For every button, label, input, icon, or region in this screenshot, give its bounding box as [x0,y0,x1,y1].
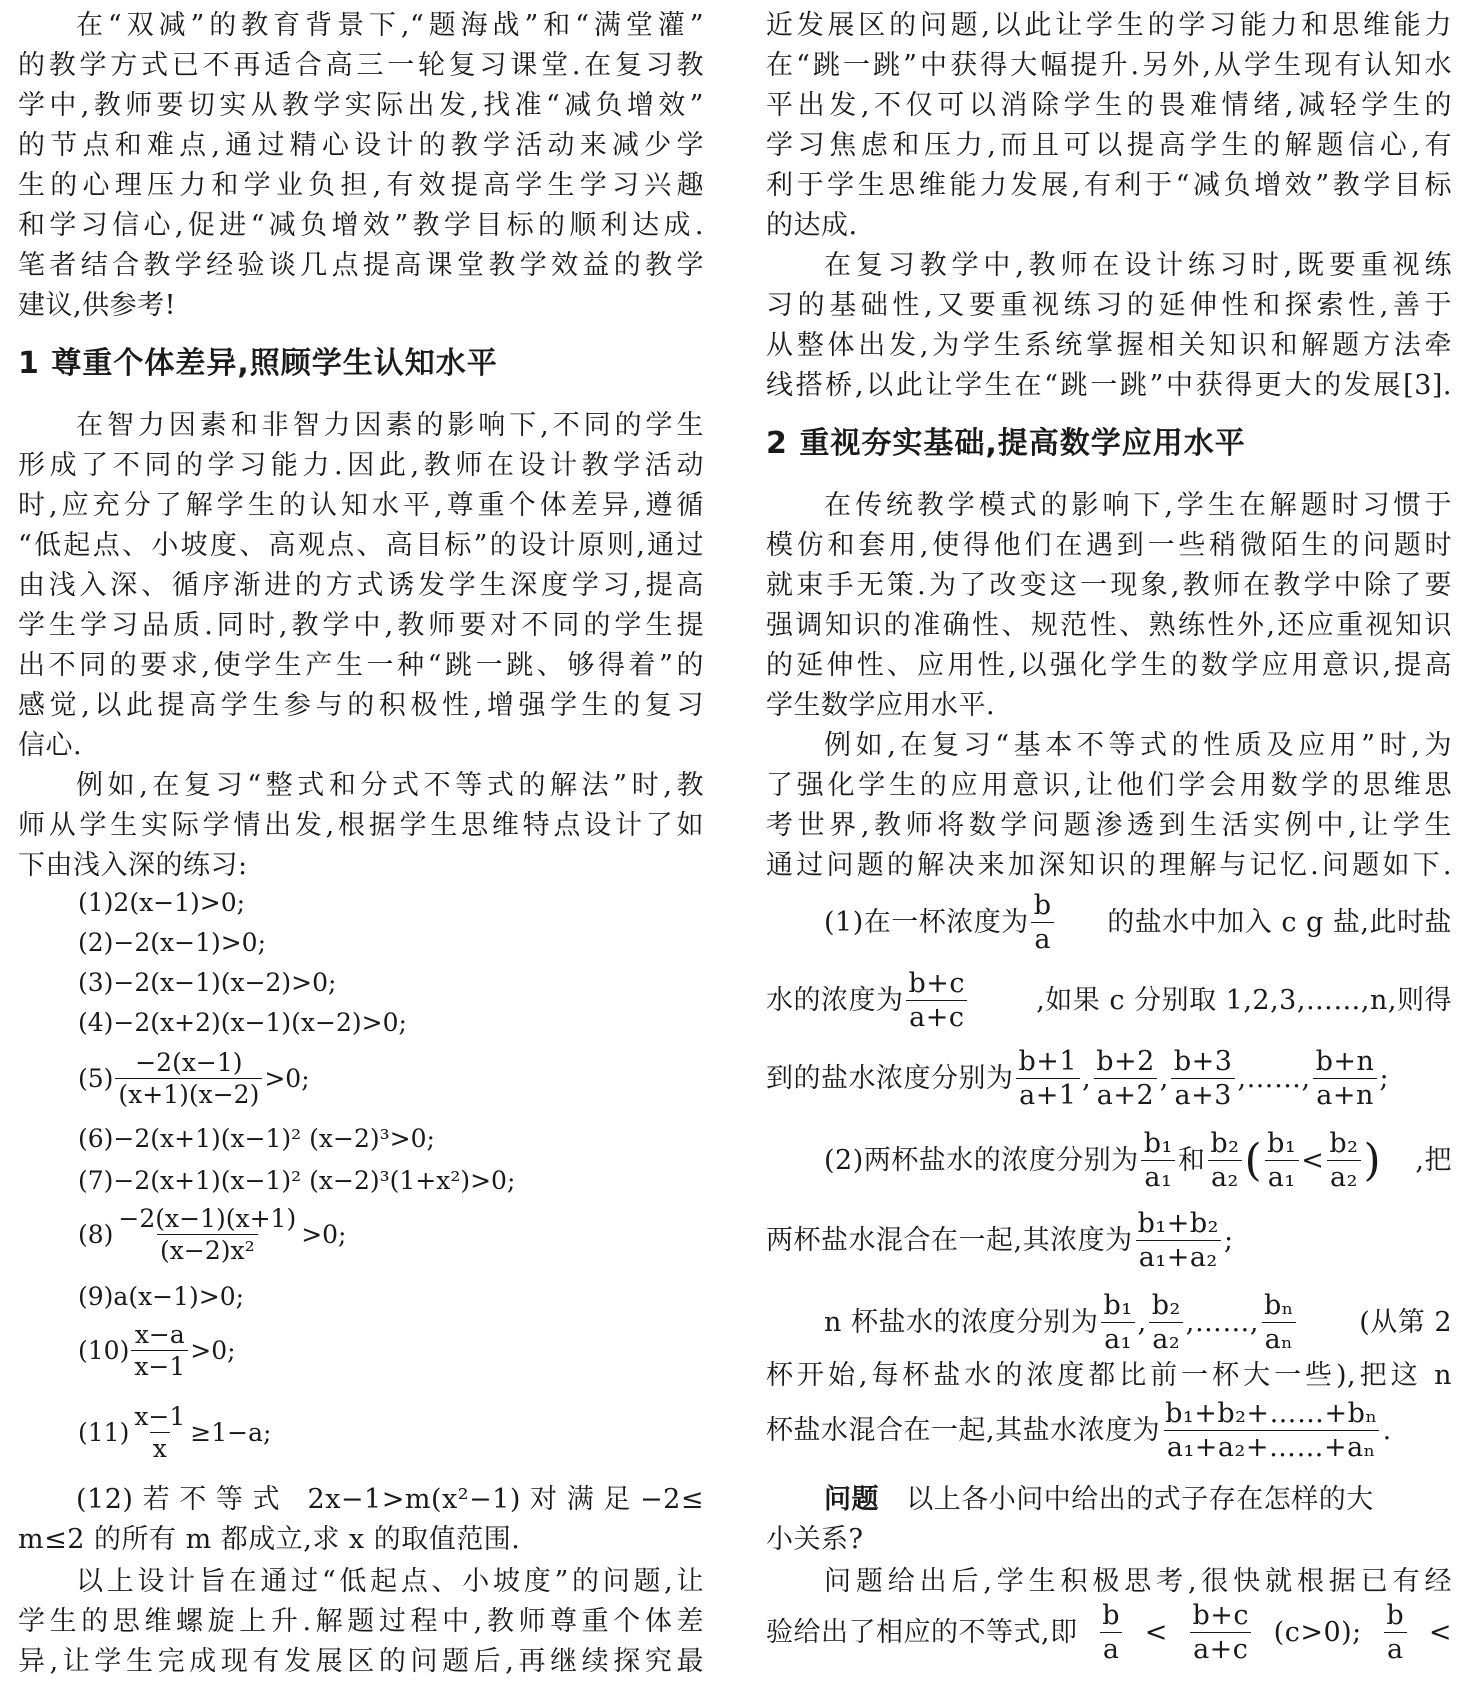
text: (c>0); [1273,1617,1362,1648]
paragraph-line: 利于学生思维能力发展,有利于“减负增效”教学目标 [766,170,1452,201]
denominator: a+1 [1016,1078,1079,1109]
salt-problem-2-line1 [824,1130,1452,1191]
exercise-7: (7)−2(x+1)(x−1)² (x−2)³(1+x²)>0; [78,1166,516,1195]
exercise-9: (9)a(x−1)>0; [78,1282,245,1311]
fraction [131,1322,188,1379]
text: . [1382,1415,1392,1446]
text: 杯盐水混合在一起,其盐水浓度为 [766,1415,1161,1446]
denominator: a+c [1190,1632,1251,1663]
text: n 杯盐水的浓度分别为 [824,1307,1099,1338]
fraction [1326,1130,1361,1191]
paragraph-line: 习的基础性,又要重视练习的延伸性和探索性,善于 [766,290,1452,321]
less-than: < [1301,1145,1325,1176]
paragraph-line: 的达成. [766,210,858,241]
paragraph-line: 学习焦虑和压力,而且可以提高学生的解题信心,有 [766,130,1452,161]
paragraph-line: 的教学方式已不再适合高三一轮复习课堂.在复习教 [18,50,704,81]
expression [824,892,1057,953]
denominator: a₂ [1327,1160,1361,1191]
fraction [115,1206,299,1263]
numerator: b+1 [1018,1046,1078,1077]
paragraph-line: 杯开始,每杯盐水的浓度都比前一杯大一些),把这 n [766,1360,1452,1391]
paren: ) [1363,1134,1382,1186]
paragraph-line: 由浅入深、循序渐进的方式诱发学生深度学习,提高 [18,570,704,601]
exercise-2: (2)−2(x−1)>0; [78,928,267,957]
numerator: b+3 [1173,1046,1233,1077]
paragraph-line: 在“双减”的教育背景下,“题海战”和“满堂灌” [76,10,704,41]
less-than: < [1144,1617,1168,1648]
paragraph-line: 小关系? [766,1524,864,1555]
paragraph-line: 了强化学生的应用意识,让他们学会用数学的思维思 [766,770,1452,801]
paragraph-line: 在传统教学模式的影响下,学生在解题时习惯于 [824,490,1452,521]
fraction [1189,1602,1252,1663]
numerator: b [1102,1600,1121,1631]
salt-problem-3-line3 [766,1400,1392,1461]
paragraph-line: 模仿和套用,使得他们在遇到一些稍微陌生的问题时 [766,530,1452,561]
denominator: a [1031,922,1054,953]
numerator: b₂ [1210,1128,1240,1159]
denominator: aₙ [1262,1322,1297,1353]
paragraph-line: 时,应充分了解学生的认知水平,尊重个体差异,遵循 [18,490,704,521]
inequality-tail: >0; [190,1336,236,1365]
fraction [1135,1210,1222,1271]
numerator: b+n [1315,1046,1375,1077]
paragraph-line: 生的心理压力和学业负担,有效提高学生学习兴趣 [18,170,704,201]
paragraph-line: “低起点、小坡度、高观点、高目标”的设计原则,通过 [18,530,704,561]
text: 的盐水中加入 c g 盐,此时盐 [1107,907,1452,938]
section-heading-1: 1 尊重个体差异,照顾学生认知水平 [18,346,498,381]
exercise-10 [78,1322,236,1379]
fraction [1383,1602,1407,1663]
denominator: a₁+a₂+……+aₙ [1164,1430,1379,1461]
paragraph-line: 学生学习品质.同时,教学中,教师要对不同的学生提 [18,610,704,641]
denominator: a₁ [1265,1160,1299,1191]
exercise-8 [78,1206,346,1263]
paragraph-line: 建议,供参考! [18,290,176,321]
numerator: x−1 [134,1402,186,1431]
paragraph-line: 的节点和难点,通过精心设计的教学活动来减少学 [18,130,704,161]
paragraph-line: 平出发,不仅可以消除学生的畏难情绪,减轻学生的 [766,90,1452,121]
denominator: a [1384,1632,1407,1663]
text: 和 [1177,1145,1206,1176]
exercise-6: (6)−2(x+1)(x−1)² (x−2)³>0; [78,1124,435,1153]
salt-problem-3-line1 [824,1292,1452,1353]
denominator: a+n [1313,1078,1377,1109]
text: (1)在一杯浓度为 [824,907,1029,938]
exercise-3: (3)−2(x−1)(x−2)>0; [78,968,337,997]
exercise-number: (11) [78,1418,130,1447]
fraction [1207,1130,1242,1191]
question-label: 问题 [824,1484,879,1515]
denominator: a+2 [1094,1078,1157,1109]
fraction [1099,1602,1123,1663]
question-line [824,1480,1452,1520]
expression [824,1130,1381,1191]
fraction [1100,1292,1135,1353]
exercise-1: (1)2(x−1)>0; [78,888,246,917]
text: 水的浓度为 [766,985,904,1016]
fraction [115,1050,262,1107]
text: 到的盐水浓度分别为 [766,1063,1014,1094]
paragraph-line: 考世界,教师将数学问题渗透到生活实例中,让学生 [766,810,1452,841]
salt-problem-1-line3 [766,1048,1389,1109]
paragraph-line: 形成了不同的学习能力.因此,教师在设计教学活动 [18,450,704,481]
exercise-number: (10) [78,1336,130,1365]
fraction [906,970,969,1031]
paragraph-line: 的延伸性、应用性,以强化学生的数学应用意识,提高 [766,650,1452,681]
comma: , [1082,1063,1092,1094]
paragraph-line: 强调知识的准确性、规范性、熟练性外,还应重视知识 [766,610,1452,641]
numerator: b₁+b₂ [1137,1208,1219,1239]
exercise-12-line: m≤2 的所有 m 都成立,求 x 的取值范围. [18,1524,521,1555]
text: ; [1379,1063,1390,1094]
fraction [1141,1130,1176,1191]
text: ; [1223,1225,1234,1256]
paragraph-line: 近发展区的问题,以此让学生的学习能力和思维能力 [766,10,1452,41]
paragraph-line: 感觉,以此提高学生参与的积极性,增强学生的复习 [18,690,704,721]
fraction [131,1404,188,1461]
salt-problem-1-line2 [766,970,1452,1031]
text: 验给出了相应的不等式,即 [766,1617,1078,1648]
salt-problem-2-line2 [766,1210,1234,1271]
denominator: a+3 [1171,1078,1234,1109]
paragraph-line: 线搭桥,以此让学生在“跳一跳”中获得更大的发展[3]. [766,370,1452,401]
inequality-tail: ≥1−a; [190,1418,272,1447]
exercise-11 [78,1404,271,1461]
paragraph-line: 学生数学应用水平. [766,690,996,721]
paragraph-line: 例如,在复习“基本不等式的性质及应用”时,为 [824,730,1452,761]
paragraph-line: 例如,在复习“整式和分式不等式的解法”时,教 [76,770,704,801]
denominator: a₂ [1208,1160,1242,1191]
paragraph-line: 在复习教学中,教师在设计练习时,既要重视练 [824,250,1452,281]
numerator: b₁+b₂+……+bₙ [1165,1398,1378,1429]
fraction [1016,1048,1081,1109]
paragraph-line: 异,让学生完成现有发展区的问题后,再继续探究最 [18,1646,704,1677]
numerator: bₙ [1263,1290,1294,1321]
text: ,把 [1415,1145,1452,1176]
paragraph-line: 学生的思维螺旋上升.解题过程中,教师尊重个体差 [18,1606,704,1637]
comma: , [1137,1307,1147,1338]
exercise-number: (8) [78,1220,114,1249]
numerator: b₂ [1151,1290,1181,1321]
numerator: b+2 [1096,1046,1155,1077]
numerator: b [1386,1600,1405,1631]
numerator: −2(x−1) [135,1048,243,1077]
fraction [1031,892,1055,953]
denominator: a₁+a₂ [1136,1240,1221,1271]
numerator: b₁ [1143,1128,1173,1159]
fraction [1264,1130,1299,1191]
denominator: x [150,1432,170,1461]
expression [824,1292,1299,1353]
inequality-tail: >0; [264,1064,310,1093]
text: 两杯盐水混合在一起,其浓度为 [766,1225,1133,1256]
paragraph-line: 通过问题的解决来加深知识的理解与记忆.问题如下. [766,850,1452,881]
fraction [1313,1048,1378,1109]
denominator: a [1100,1632,1123,1663]
exercise-4: (4)−2(x+2)(x−1)(x−2)>0; [78,1008,407,1037]
section-heading-2: 2 重视夯实基础,提高数学应用水平 [766,426,1246,461]
denominator: a₁ [1141,1160,1175,1191]
paragraph-line: 学中,教师要切实从教学实际出发,找准“减负增效” [18,90,704,121]
numerator: x−a [134,1320,185,1349]
paragraph-line: 在“跳一跳”中获得大幅提升.另外,从学生现有认知水 [766,50,1452,81]
numerator: b [1033,890,1052,921]
denominator: (x+1)(x−2) [115,1078,262,1107]
paragraph-line: 出不同的要求,使学生产生一种“跳一跳、够得着”的 [18,650,704,681]
fraction [1162,1400,1381,1461]
less-than: < [1428,1617,1452,1648]
paragraph-line: 在智力因素和非智力因素的影响下,不同的学生 [76,410,704,441]
numerator: b₁ [1267,1128,1297,1159]
fraction [1093,1048,1158,1109]
exercise-5 [78,1050,310,1107]
paragraph-line: 和学习信心,促进“减负增效”教学目标的顺利达成. [18,210,704,241]
paragraph-line: 以上设计旨在通过“低起点、小坡度”的问题,让 [76,1566,704,1597]
text: ,如果 c 分别取 1,2,3,……,n,则得 [1036,985,1452,1016]
paragraph-line: 下由浅入深的练习: [18,850,248,881]
denominator: a+c [906,1000,967,1031]
comma: , [1159,1063,1169,1094]
paragraph-line: 笔者结合教学经验谈几点提高课堂教学效益的教学 [18,250,704,281]
denominator: a₁ [1101,1322,1135,1353]
fraction [1171,1048,1236,1109]
ellipsis: ,……, [1185,1307,1259,1338]
answer-line [766,1602,1452,1663]
inequality-tail: >0; [301,1220,347,1249]
paren: ( [1244,1134,1263,1186]
fraction [1261,1292,1297,1353]
denominator: (x−2)x² [157,1234,258,1263]
question-text: 以上各小问中给出的式子存在怎样的大 [906,1484,1374,1515]
paragraph-line: 师从学生实际学情出发,根据学生思维特点设计了如 [18,810,704,841]
paragraph-line: 就束手无策.为了改变这一现象,教师在教学中除了要 [766,570,1452,601]
numerator: b₂ [1329,1128,1359,1159]
paragraph-line: 问题给出后,学生积极思考,很快就根据已有经 [824,1566,1452,1597]
text: (2)两杯盐水的浓度分别为 [824,1145,1139,1176]
paragraph-line: 从整体出发,为学生系统掌握相关知识和解题方法牵 [766,330,1452,361]
fraction [1149,1292,1184,1353]
numerator: −2(x−1)(x+1) [118,1204,297,1233]
numerator: b₁ [1103,1290,1133,1321]
denominator: a₂ [1149,1322,1183,1353]
exercise-number: (5) [78,1064,114,1093]
expression [766,970,970,1031]
ellipsis: ,……, [1237,1063,1311,1094]
exercise-12-line: (12)若不等式 2x−1>m(x²−1)对满足−2≤ [76,1484,704,1515]
salt-problem-1-line1 [824,892,1452,953]
numerator: b+c [1192,1600,1250,1631]
numerator: b+c [908,968,966,999]
denominator: x−1 [131,1350,188,1379]
paragraph-line: 信心. [18,730,83,761]
text: (从第 2 [1359,1307,1452,1338]
